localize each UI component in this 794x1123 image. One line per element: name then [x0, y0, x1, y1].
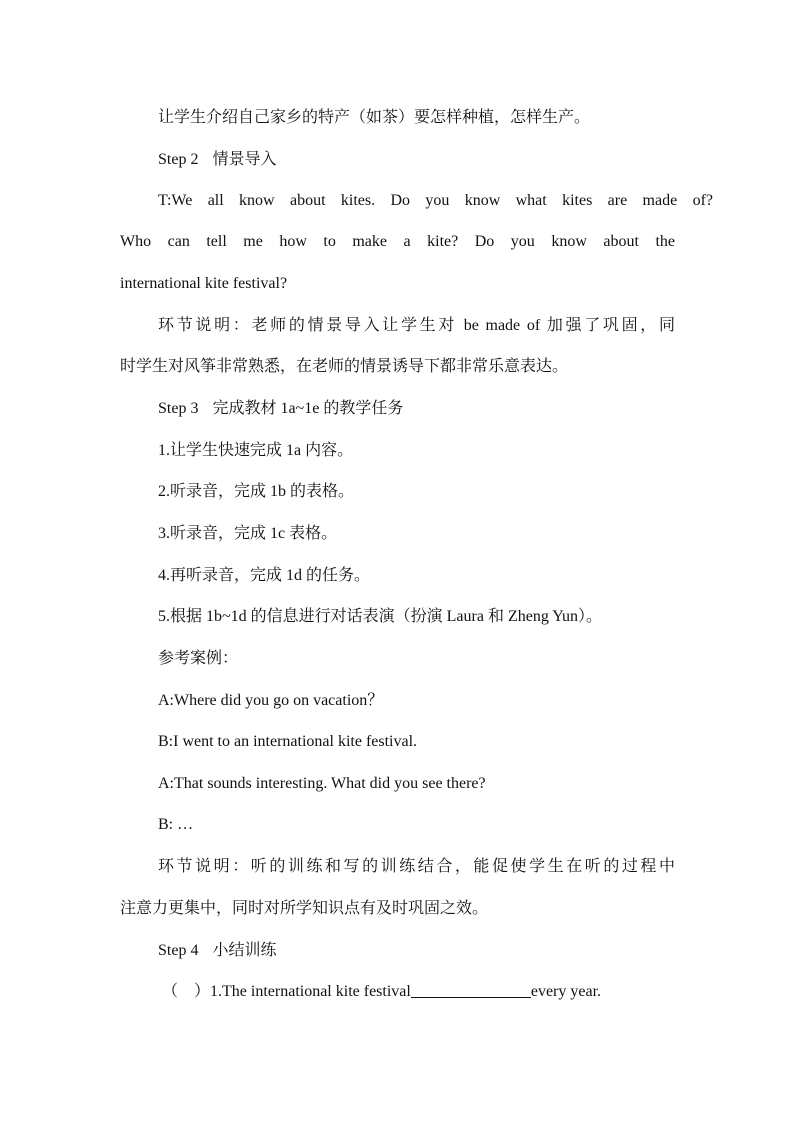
fill-in-blank[interactable] [411, 981, 531, 998]
note2-line-1: 环节说明：听的训练和写的训练结合，能促使学生在听的过程中 [158, 858, 675, 875]
dialog-b1: B:I went to an international kite festival. [158, 733, 418, 750]
dialog-a2: A:That sounds interesting. What did you see there? [158, 775, 486, 792]
exercise-1-text: 1.The international kite festival [210, 983, 411, 1000]
intro-line: 让学生介绍自己家乡的特产（如茶）要怎样种植，怎样生产。 [158, 109, 591, 126]
dialog-b2: B: … [158, 816, 194, 833]
task-3: 3.听录音，完成 1c 表格。 [158, 525, 338, 542]
example-label: 参考案例： [158, 650, 239, 667]
step2-title: 情景导入 [212, 151, 277, 168]
step4-title: 小结训练 [212, 942, 277, 959]
exercise-1 [162, 981, 601, 1003]
step3-heading [158, 398, 403, 420]
note1-line-1: 环节说明：老师的情景导入让学生对 be made of 加强了巩固，同 [158, 317, 675, 334]
note2-line-2: 注意力更集中，同时对所学知识点有及时巩固之效。 [120, 900, 489, 917]
step2-label: Step 2 [158, 151, 199, 168]
task-1: 1.让学生快速完成 1a 内容。 [158, 442, 354, 459]
step4-label: Step 4 [158, 942, 199, 959]
exercise-1-tail: every year. [530, 983, 602, 1000]
step3-label: Step 3 [158, 400, 199, 417]
step2-heading [158, 149, 276, 171]
task-5: 5.根据 1b~1d 的信息进行对话表演（扮演 Laura 和 Zheng Yun）。 [158, 608, 603, 625]
note1-line-2: 时学生对风筝非常熟悉，在老师的情景诱导下都非常乐意表达。 [120, 358, 569, 375]
task-2: 2.听录音，完成 1b 的表格。 [158, 483, 355, 500]
teacher-question-line-2: Who can tell me how to make a kite? Do you know about the [120, 233, 675, 250]
teacher-question-line-1: T:We all know about kites. Do you know what kites are made of? [158, 192, 713, 209]
task-4: 4.再听录音，完成 1d 的任务。 [158, 567, 371, 584]
answer-parentheses[interactable]: （ ） [162, 983, 211, 1000]
step4-heading [158, 940, 276, 962]
step3-title: 完成教材 1a~1e 的教学任务 [212, 400, 404, 417]
dialog-a1: A:Where did you go on vacation？ [158, 692, 384, 709]
teacher-question-line-3: international kite festival? [120, 275, 288, 292]
